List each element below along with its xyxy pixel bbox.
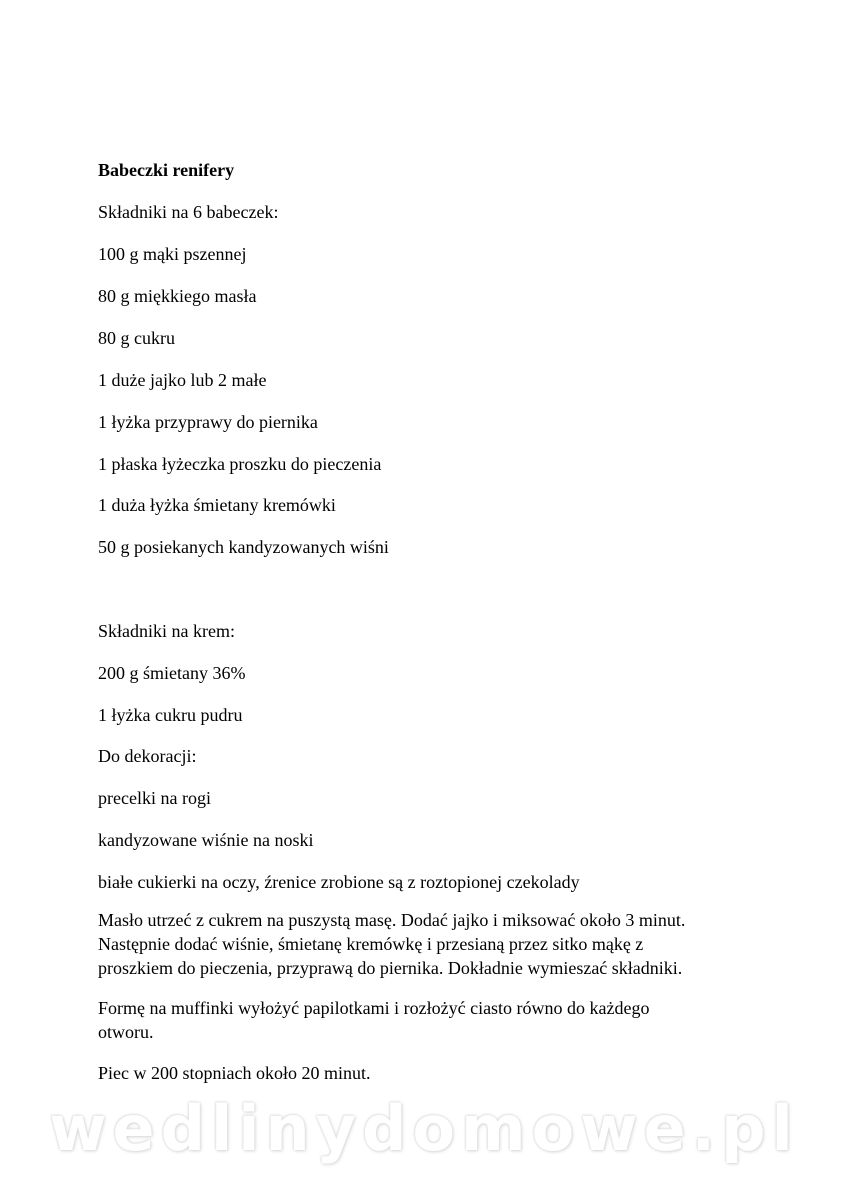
ingredient-item: 1 duże jajko lub 2 małe xyxy=(98,370,267,390)
paragraph-line: Piec w 200 stopniach około 20 minut. xyxy=(98,1063,371,1083)
recipe-title: Babeczki renifery xyxy=(98,160,235,180)
paragraph-line: Formę na muffinki wyłożyć papilotkami i rozłożyć ciasto równo do każdego xyxy=(98,998,650,1018)
decoration-item: precelki na rogi xyxy=(98,788,211,808)
ingredients-heading: Składniki na 6 babeczek: xyxy=(98,202,279,222)
ingredient-item: 50 g posiekanych kandyzowanych wiśni xyxy=(98,537,389,557)
ingredient-item: 80 g miękkiego masła xyxy=(98,286,257,306)
instruction-paragraph xyxy=(98,996,758,1044)
paragraph-line: Następnie dodać wiśnie, śmietanę kremówkę i przesianą przez sitko mąkę z xyxy=(98,934,644,954)
decoration-item: białe cukierki na oczy, źrenice zrobione są z roztopionej czekolady xyxy=(98,872,580,892)
instruction-paragraph xyxy=(98,1061,758,1085)
cream-item: 1 łyżka cukru pudru xyxy=(98,705,243,725)
paragraph-line: proszkiem do pieczenia, przyprawą do piernika. Dokładnie wymieszać składniki. xyxy=(98,958,683,978)
ingredient-item: 1 łyżka przyprawy do piernika xyxy=(98,412,318,432)
paragraph-line: Masło utrzeć z cukrem na puszystą masę. Dodać jajko i miksować około 3 minut. xyxy=(98,910,686,930)
cream-item: 200 g śmietany 36% xyxy=(98,663,246,683)
cream-heading: Składniki na krem: xyxy=(98,621,235,641)
ingredient-item: 1 duża łyżka śmietany kremówki xyxy=(98,495,336,515)
instruction-paragraph xyxy=(98,908,758,980)
ingredient-item: 80 g cukru xyxy=(98,328,175,348)
watermark: wedlinydomowe.pl xyxy=(49,1092,799,1165)
ingredient-item: 1 płaska łyżeczka proszku do pieczenia xyxy=(98,454,382,474)
ingredient-item: 100 g mąki pszennej xyxy=(98,244,247,264)
paragraph-line: otworu. xyxy=(98,1022,154,1042)
decoration-item: kandyzowane wiśnie na noski xyxy=(98,830,314,850)
decoration-heading: Do dekoracji: xyxy=(98,746,197,766)
